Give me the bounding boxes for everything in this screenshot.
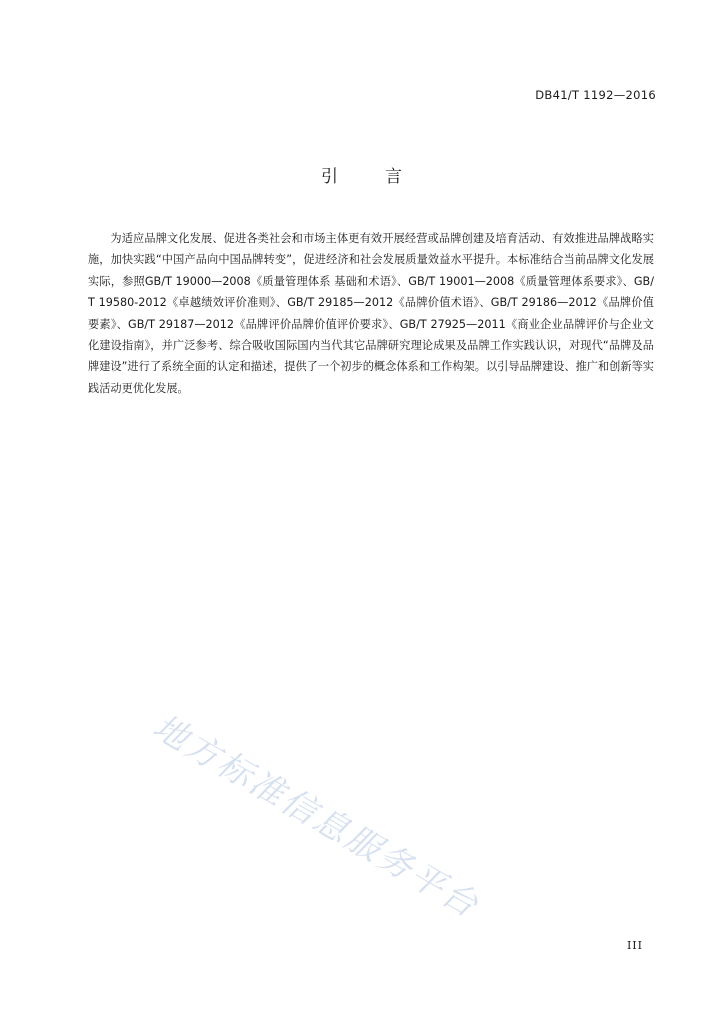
introduction-body [88, 228, 654, 399]
introduction-paragraph: 为适应品牌文化发展、促进各类社会和市场主体更有效开展经营或品牌创建及培育活动、有效推进品牌战略实施，加快实践“中国产品向中国品牌转变”，促进经济和社会发展质量效益水平提升。本标准结合当前品牌文化发展实际，参照GB/T 19000—2008《质量管理体系 基础和术语》、GB/T 19001—2008《质量管理体系要求》、GB/T 19580-2012《卓越绩效评价准则》、GB/T 29185—2012《品牌价值术语》、GB/T 29186—2012《品牌价值要素》、GB/T 29187—2012《品牌评价品牌价值评价要求》、GB/T 27925—2011《商业企业品牌评价与企业文化建设指南》，并广泛参考、综合吸收国际国内当代其它品牌研究理论成果及品牌工作实践认识，对现代“品牌及品牌建设”进行了系统全面的认定和描述，提供了一个初步的概念体系和工作构架。以引导品牌建设、推广和创新等实践活动更优化发展。 [88, 232, 654, 395]
page-number: III [626, 939, 643, 952]
section-title [0, 162, 724, 187]
watermark: 地方标准信息服务平台 [146, 706, 487, 927]
section-title-char-2: 言 [385, 167, 403, 187]
section-title-char-1: 引 [321, 167, 339, 187]
document-code: DB41/T 1192—2016 [535, 88, 656, 102]
